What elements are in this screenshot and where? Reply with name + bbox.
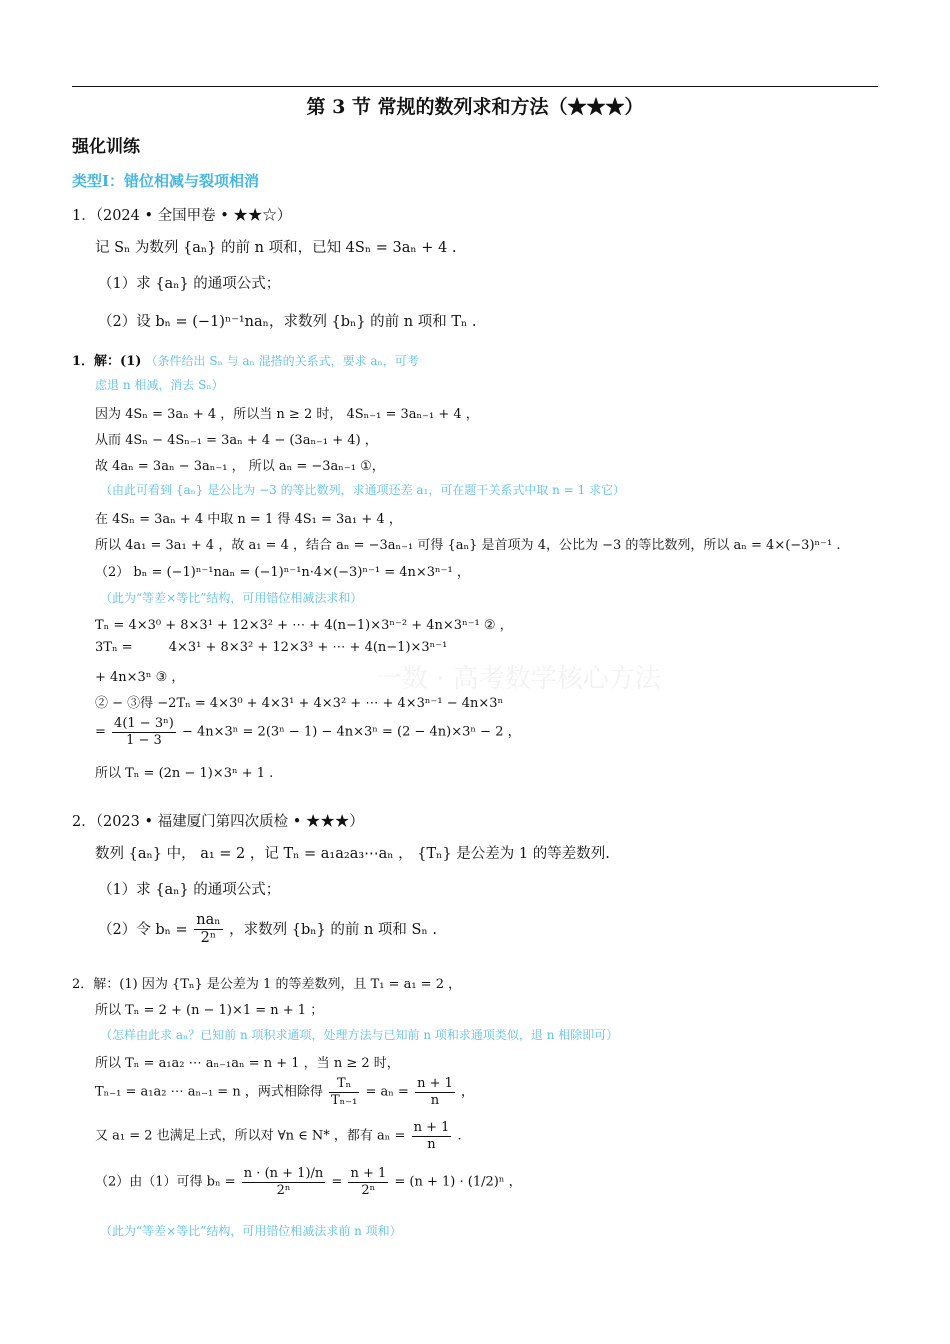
solution2-line5 xyxy=(95,1120,462,1152)
solution2-line4-pre: Tₙ₋₁ = a₁a₂ ⋯ aₙ₋₁ = n ，两式相除得 xyxy=(95,1084,323,1100)
problem2-stem: 数列 {aₙ} 中， a₁ = 2 ，记 Tₙ = a₁a₂a₃⋯aₙ ， {Tₙ} 是公差为 1 的等差数列. xyxy=(95,846,610,862)
fraction-bn xyxy=(194,912,222,948)
solution1-label xyxy=(72,350,419,369)
solution2-line6 xyxy=(95,1166,522,1198)
fraction-t-ratio xyxy=(329,1076,359,1108)
solution2-line4-post: ， xyxy=(461,1084,475,1100)
fraction-denominator: 2ⁿ xyxy=(361,1182,376,1198)
solution1-line11 xyxy=(95,716,521,748)
problem2-header: 2．（2023 • 福建厦门第四次质检 • ★★★） xyxy=(72,814,364,830)
section-heading: 强化训练 xyxy=(72,137,140,157)
fraction-denominator: 2ⁿ xyxy=(276,1182,291,1198)
solution1-label-text: 1．解：(1) xyxy=(72,354,142,369)
problem1-part1: （1）求 {aₙ} 的通项公式； xyxy=(98,276,281,292)
fraction-denominator: Tₙ₋₁ xyxy=(330,1092,358,1108)
solution1-line10: ② − ③得 −2Tₙ = 4×3⁰ + 4×3¹ + 4×3² + ⋯ + 4×3ⁿ⁻¹ − 4n×3ⁿ xyxy=(95,696,504,711)
fraction-numerator: n + 1 xyxy=(350,1166,387,1181)
solution1-line4: 在 4Sₙ = 3aₙ + 4 中取 n = 1 得 4S₁ = 3a₁ + 4 ， xyxy=(95,512,402,527)
page-title: 第 3 节 常规的数列求和方法（★★★） xyxy=(306,96,644,118)
fraction-sum xyxy=(112,716,176,748)
solution1-line2: 从而 4Sₙ − 4Sₙ₋₁ = 3aₙ + 4 − (3aₙ₋₁ + 4) ， xyxy=(95,433,378,448)
solution2-line5-pre: 又 a₁ = 2 也满足上式，所以对 ∀n ∈ N* ，都有 aₙ = xyxy=(95,1128,406,1144)
solution1-line7: Tₙ = 4×3⁰ + 8×3¹ + 12×3² + ⋯ + 4(n−1)×3ⁿ⁻² + 4n×3ⁿ⁻¹ ② ， xyxy=(95,618,513,633)
solution1-line11-eq: = xyxy=(95,724,106,740)
solution2-note1: （怎样由此求 aₙ？已知前 n 项积求通项，处理方法与已知前 n 项和求通项类似，退 n 相除即可） xyxy=(100,1028,619,1042)
solution2-line6-pre: （2）由（1）可得 bₙ = xyxy=(95,1174,236,1190)
solution2-line2: 所以 Tₙ = 2 + (n − 1)×1 = n + 1 ； xyxy=(95,1003,324,1018)
fraction-denominator: 2ⁿ xyxy=(200,930,217,947)
solution1-line9: + 4n×3ⁿ ③ ， xyxy=(95,670,185,685)
fraction-numerator: n + 1 xyxy=(413,1120,450,1135)
solution1-line11-rest: − 4n×3ⁿ = 2(3ⁿ − 1) − 4n×3ⁿ = (2 − 4n)×3ⁿ − 2 ， xyxy=(181,724,521,740)
solution1-note2: （由此可看到 {aₙ} 是公比为 −3 的等比数列，求通项还差 a₁，可在题干关系式中取 n = 1 求它） xyxy=(100,483,626,497)
fraction-bn-simplified xyxy=(348,1166,388,1198)
top-rule xyxy=(72,86,878,87)
fraction-an xyxy=(415,1076,455,1108)
fraction-bn-expanded xyxy=(242,1166,325,1198)
solution2-line6-post: = (n + 1) · (1/2)ⁿ ， xyxy=(394,1174,522,1190)
solution1-line5: 所以 4a₁ = 3a₁ + 4 ，故 a₁ = 4 ，结合 aₙ = −3aₙ₋₁ 可得 {aₙ} 是首项为 4，公比为 −3 的等比数列，所以 aₙ = 4×(−3)ⁿ⁻¹ . xyxy=(95,538,841,553)
problem1-header: 1．（2024 • 全国甲卷 • ★★☆） xyxy=(72,208,292,224)
solution1-note1b: 虑退 n 相减，消去 Sₙ） xyxy=(95,378,224,392)
type-heading: 类型Ⅰ：错位相减与裂项相消 xyxy=(72,172,260,190)
problem1-stem: 记 Sₙ 为数列 {aₙ} 的前 n 项和，已知 4Sₙ = 3aₙ + 4 . xyxy=(95,240,457,256)
solution1-line1: 因为 4Sₙ = 3aₙ + 4 ，所以当 n ≥ 2 时， 4Sₙ₋₁ = 3aₙ₋₁ + 4 ， xyxy=(95,407,479,422)
solution2-line1: 2．解：(1) 因为 {Tₙ} 是公差为 1 的等差数列，且 T₁ = a₁ = 2 ， xyxy=(72,977,462,992)
solution2-line3: 所以 Tₙ = a₁a₂ ⋯ aₙ₋₁aₙ = n + 1 ，当 n ≥ 2 时， xyxy=(95,1056,400,1071)
problem1-part2: （2）设 bₙ = (−1)ⁿ⁻¹naₙ，求数列 {bₙ} 的前 n 项和 Tₙ . xyxy=(98,314,477,330)
solution2-note2: （此为“等差×等比”结构，可用错位相减法求前 n 项和） xyxy=(100,1224,402,1238)
solution1-note3: （此为“等差×等比”结构，可用错位相减法求和） xyxy=(100,591,363,605)
fraction-numerator: n · (n + 1)/n xyxy=(243,1166,324,1181)
fraction-numerator: 4(1 − 3ⁿ) xyxy=(114,716,174,731)
fraction-an-result xyxy=(412,1120,452,1152)
solution1-line3: 故 4aₙ = 3aₙ − 3aₙ₋₁ ， 所以 aₙ = −3aₙ₋₁ ①， xyxy=(95,459,385,474)
fraction-numerator: Tₙ xyxy=(329,1076,359,1093)
solution1-line6: （2） bₙ = (−1)ⁿ⁻¹naₙ = (−1)ⁿ⁻¹n·4×(−3)ⁿ⁻¹ = 4n×3ⁿ⁻¹ ， xyxy=(95,565,470,580)
solution1-note1a: （条件给出 Sₙ 与 aₙ 混搭的关系式，要求 aₙ，可考 xyxy=(145,354,419,368)
solution1-line8b: 4×3¹ + 8×3² + 12×3³ + ⋯ + 4(n−1)×3ⁿ⁻¹ xyxy=(168,640,448,655)
watermark: 一数 · 高考数学核心方法 xyxy=(376,664,661,694)
fraction-numerator: naₙ xyxy=(194,912,222,930)
solution1-line8 xyxy=(95,640,447,655)
solution1-line8a: 3Tₙ = xyxy=(95,640,133,655)
problem2-part1: （1）求 {aₙ} 的通项公式； xyxy=(98,882,281,898)
solution2-line4-mid: = aₙ = xyxy=(365,1084,409,1100)
problem2-part2-pre: （2）令 bₙ = xyxy=(98,921,188,938)
solution2-line4 xyxy=(95,1076,474,1108)
fraction-denominator: 1 − 3 xyxy=(126,732,162,748)
solution1-line12: 所以 Tₙ = (2n − 1)×3ⁿ + 1 . xyxy=(95,766,274,781)
fraction-numerator: n + 1 xyxy=(417,1076,453,1091)
problem2-part2 xyxy=(98,912,437,948)
problem2-part2-post: ，求数列 {bₙ} 的前 n 项和 Sₙ . xyxy=(229,921,437,938)
solution2-line5-post: . xyxy=(457,1128,462,1144)
fraction-denominator: n xyxy=(427,1136,436,1152)
solution2-line6-eq: = xyxy=(331,1174,343,1190)
fraction-denominator: n xyxy=(430,1092,440,1108)
